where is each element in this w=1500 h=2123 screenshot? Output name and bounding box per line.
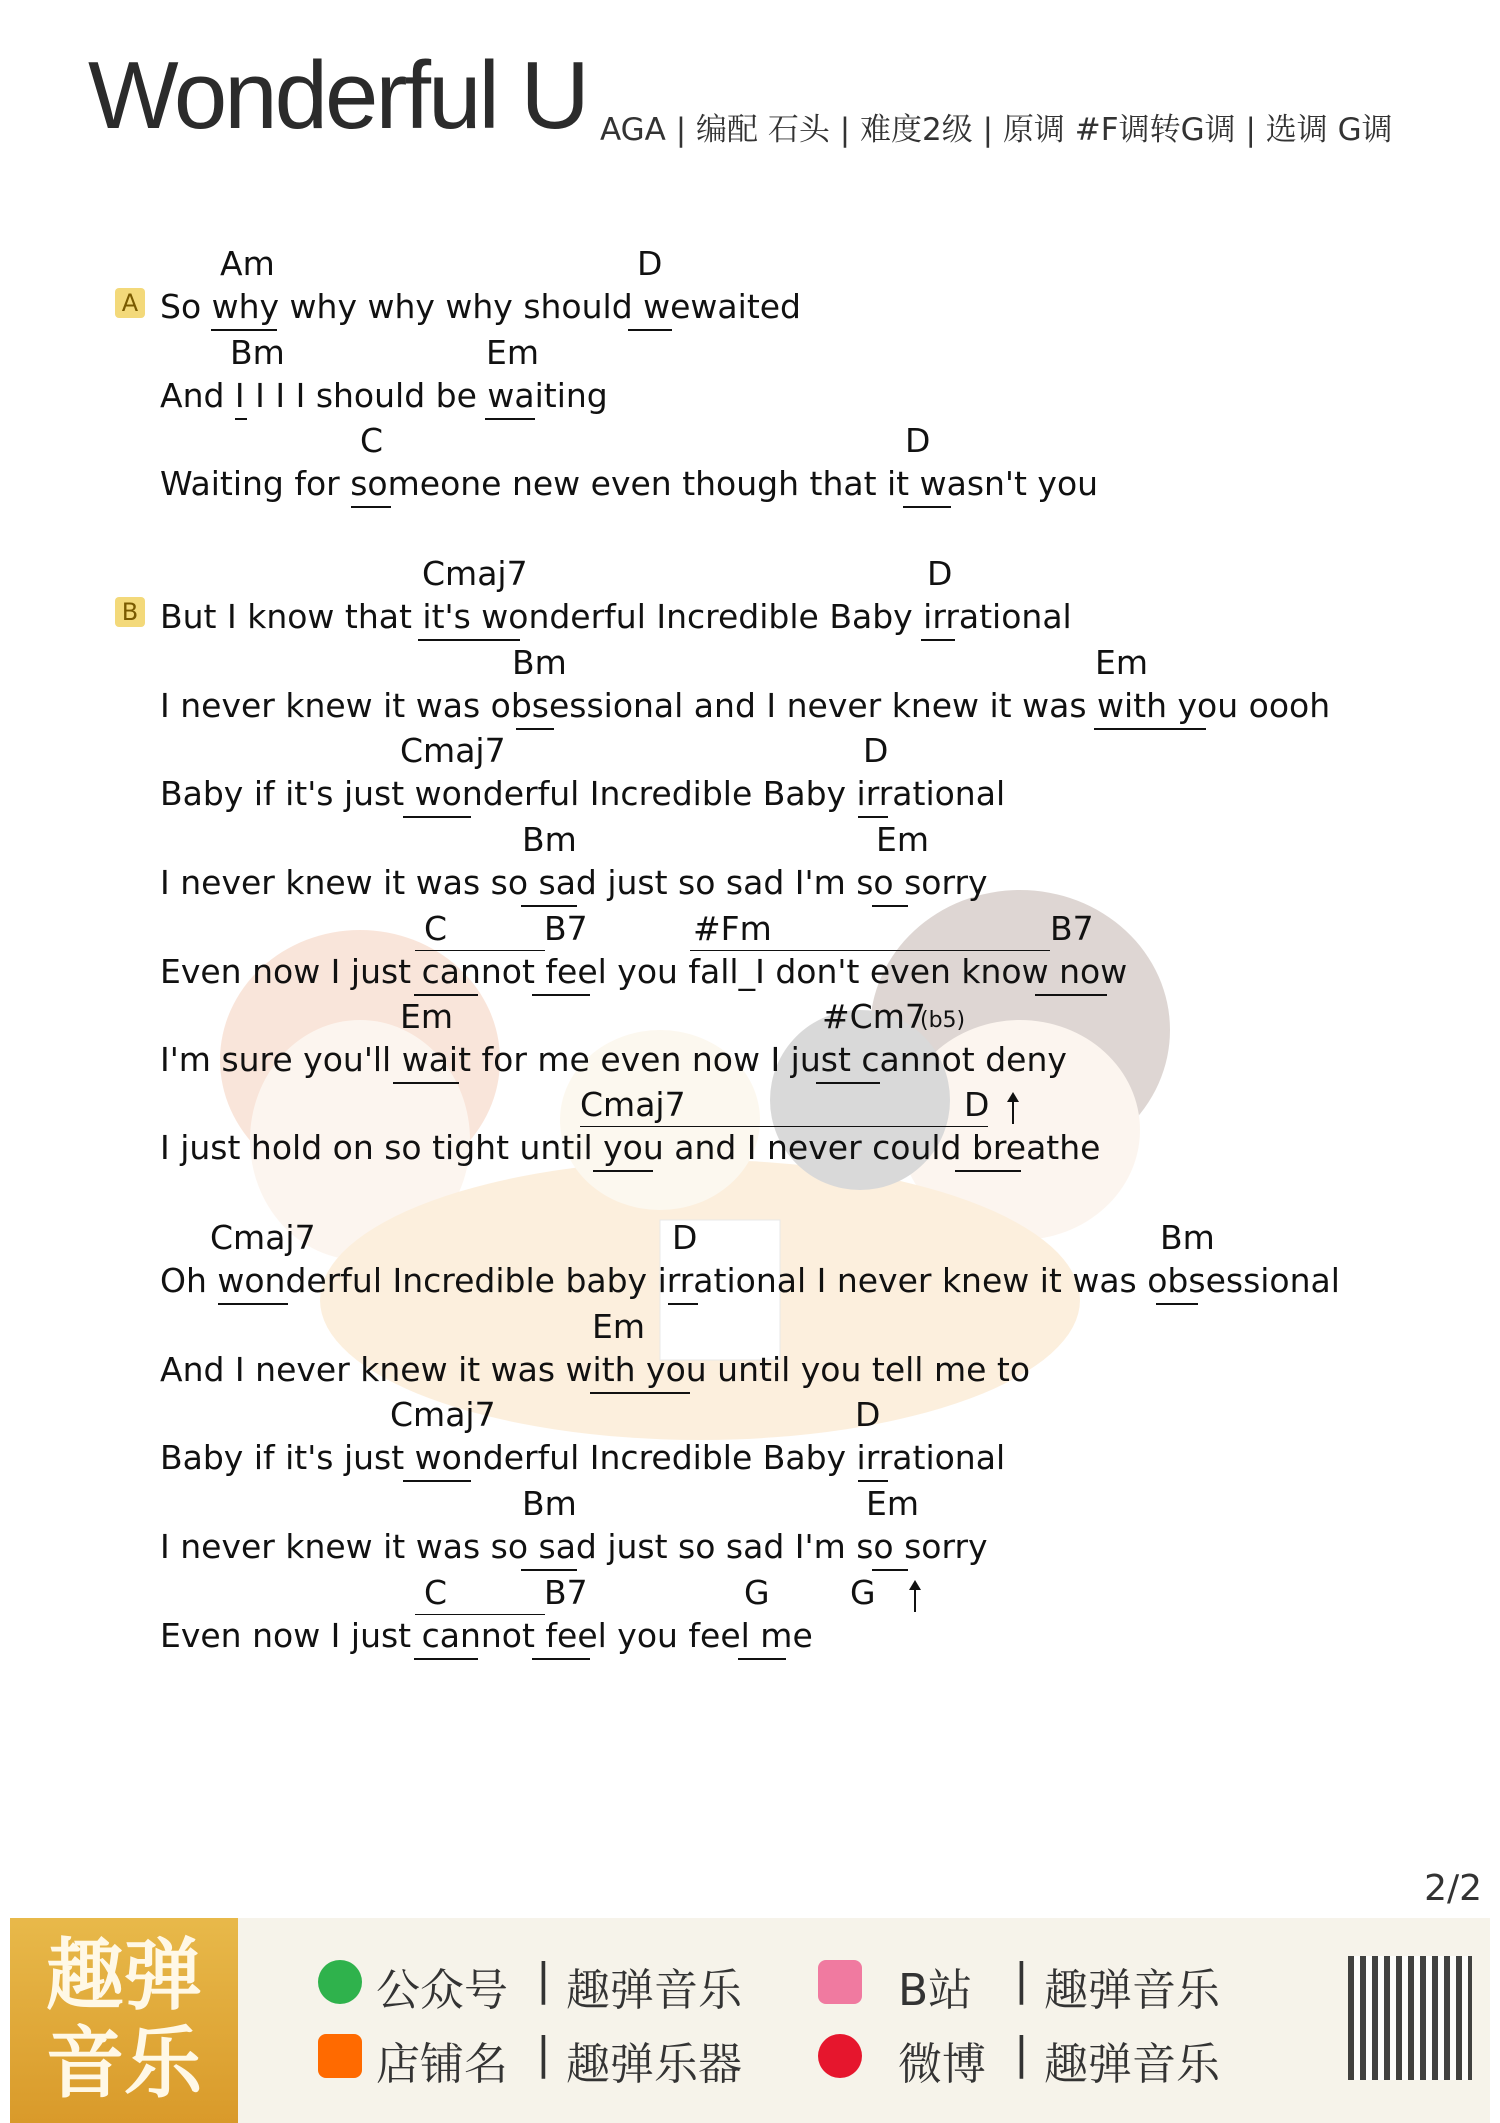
chord: D: [672, 1218, 698, 1257]
chord: D: [964, 1085, 990, 1124]
qr-code[interactable]: [1348, 1956, 1472, 2080]
chord: D: [905, 421, 931, 460]
lyric-text: I just hold on so tight until you and I never could breathe: [160, 1128, 1101, 1167]
section-a-badge: A: [115, 288, 145, 318]
lyric-line: [160, 997, 1360, 1090]
lyric-text: But I know that it's wonderful Incredible Baby irrational: [160, 597, 1072, 636]
taobao-icon: [318, 2034, 362, 2078]
weibo-value: 趣弹音乐: [1044, 2039, 1220, 2090]
lyric-line: [160, 643, 1360, 736]
lyric-text: Baby if it's just wonderful Incredible Baby irrational: [160, 1438, 1006, 1477]
lyric-line: [160, 554, 1360, 647]
chord: Bm: [522, 1484, 577, 1523]
separator: |: [536, 1954, 551, 2005]
chord: Bm: [1160, 1218, 1215, 1257]
lyric-line: [160, 244, 1360, 337]
chord: B7: [1050, 909, 1094, 948]
chord: Em: [592, 1307, 645, 1346]
chord: B7: [544, 909, 588, 948]
wechat-value: 趣弹音乐: [566, 1965, 742, 2016]
chord: Em: [400, 997, 453, 1036]
chord: Cmaj7: [580, 1085, 686, 1124]
bilibili-label: B站: [898, 1965, 973, 2016]
chord: Em: [866, 1484, 919, 1523]
chord: Em: [876, 820, 929, 859]
lyric-line: [160, 909, 1360, 1002]
wechat-icon: [318, 1960, 362, 2004]
chord: C: [424, 909, 448, 948]
weibo-icon: [818, 2034, 862, 2078]
song-meta: AGA | 编配 石头 | 难度2级 | 原调 #F调转G调 | 选调 G调: [600, 112, 1393, 148]
chord: C: [424, 1573, 448, 1612]
lyric-line: [160, 1484, 1360, 1577]
shop-value: 趣弹乐器: [566, 2039, 742, 2090]
lyric-line: [160, 1573, 1360, 1666]
chord: Em: [486, 333, 539, 372]
separator: |: [536, 2028, 551, 2079]
lyric-text: And I I I I should be waiting: [160, 376, 608, 415]
lyric-line: [160, 333, 1360, 426]
lyric-text: I never knew it was so sad just so sad I'm so sorry: [160, 1527, 988, 1566]
shop-label: 店铺名: [376, 2039, 508, 2090]
brand-logo: 趣弹音乐: [10, 1918, 238, 2123]
page-number: 2/2: [1424, 1868, 1482, 1909]
lyric-text: I never knew it was obsessional and I never knew it was with you oooh: [160, 686, 1331, 725]
lyric-line: [160, 1085, 1360, 1178]
lyric-line: [160, 731, 1360, 824]
chord: D: [863, 731, 889, 770]
separator: |: [1014, 1954, 1029, 2005]
lyric-line: [160, 421, 1360, 514]
lyric-text: I never knew it was so sad just so sad I'm so sorry: [160, 863, 988, 902]
section-b-badge: B: [115, 597, 145, 627]
separator: |: [1014, 2028, 1029, 2079]
chord: Bm: [230, 333, 285, 372]
chord: Bm: [512, 643, 567, 682]
chord: Cmaj7: [390, 1395, 496, 1434]
chord: D: [637, 244, 663, 283]
chord: Cmaj7: [422, 554, 528, 593]
chord: G: [850, 1573, 876, 1612]
song-title: Wonderful U: [88, 42, 587, 149]
lyric-text: I'm sure you'll wait for me even now I just cannot deny: [160, 1040, 1067, 1079]
bilibili-value: 趣弹音乐: [1044, 1965, 1220, 2016]
chord: G: [744, 1573, 770, 1612]
chord: D: [927, 554, 953, 593]
chord: Cmaj7: [210, 1218, 316, 1257]
chord: #Fm: [693, 909, 772, 948]
lyric-line: [160, 1395, 1360, 1488]
weibo-label: 微博: [898, 2039, 986, 2090]
lyric-text: So why why why why should wewaited: [160, 287, 802, 326]
chord: Em: [1095, 643, 1148, 682]
chord: B7: [544, 1573, 588, 1612]
footer-banner: [10, 1918, 1490, 2123]
lyric-text: Even now I just cannot feel you fall_I don't even know now: [160, 952, 1128, 991]
chord: Am: [220, 244, 275, 283]
lyric-text: And I never knew it was with you until you tell me to: [160, 1350, 1031, 1389]
wechat-label: 公众号: [376, 1965, 508, 2016]
chord: C: [360, 421, 384, 460]
lyric-text: Baby if it's just wonderful Incredible Baby irrational: [160, 774, 1006, 813]
lyric-text: Waiting for someone new even though that it wasn't you: [160, 464, 1099, 503]
lyric-text: Oh wonderful Incredible baby irrational I never knew it was obsessional: [160, 1261, 1340, 1300]
bilibili-icon: [818, 1960, 862, 2004]
lyric-line: [160, 1218, 1360, 1311]
chord: Bm: [522, 820, 577, 859]
chord: #Cm7: [822, 997, 926, 1036]
lyric-text: Even now I just cannot feel you feel me: [160, 1616, 813, 1655]
chord: (b5): [920, 1008, 966, 1033]
chord: D: [855, 1395, 881, 1434]
lyric-line: [160, 1307, 1360, 1400]
chord: Cmaj7: [400, 731, 506, 770]
lyric-line: [160, 820, 1360, 913]
